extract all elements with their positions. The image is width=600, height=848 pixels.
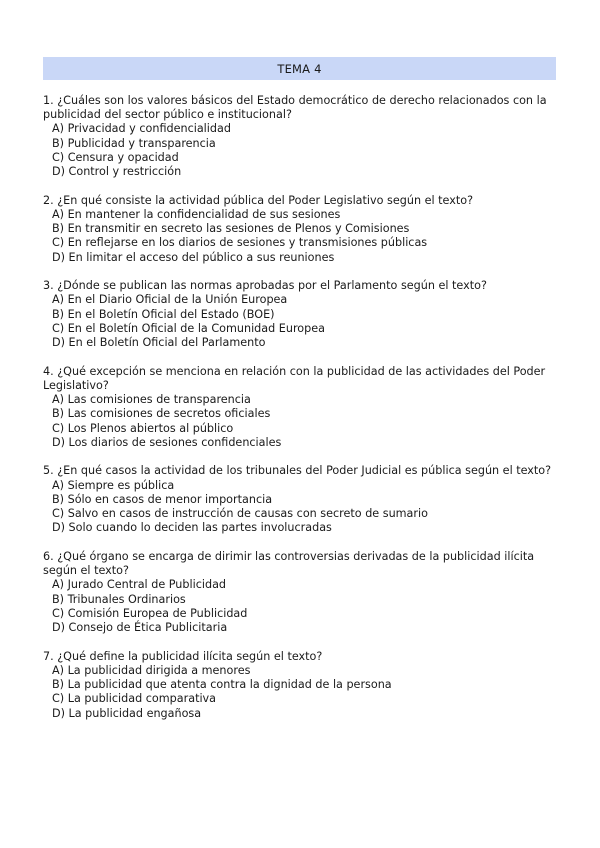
answer-option-a: A) En mantener la confidencialidad de sus sesiones — [52, 207, 341, 221]
question-text: 1. ¿Cuáles son los valores básicos del Estado democrático de derecho relacionados con la publicidad del sector público e institucional? — [43, 94, 547, 122]
answer-option-b: B) Sólo en casos de menor importancia — [52, 492, 273, 506]
answer-options — [43, 578, 557, 635]
answer-option-d: D) Solo cuando lo deciden las partes involucradas — [52, 521, 332, 535]
answer-option-c: C) Comisión Europea de Publicidad — [52, 606, 248, 620]
topic-title: TEMA 4 — [277, 61, 322, 76]
question-text: 3. ¿Dónde se publican las normas aprobadas por el Parlamento según el texto? — [43, 279, 487, 293]
answer-option-a: A) Jurado Central de Publicidad — [52, 578, 227, 592]
question-1 — [43, 94, 557, 179]
answer-option-b: B) Tribunales Ordinarios — [52, 592, 186, 606]
question-7 — [43, 650, 557, 721]
answer-option-c: C) La publicidad comparativa — [52, 692, 217, 706]
answer-option-c: C) Censura y opacidad — [52, 150, 179, 164]
answer-options — [43, 293, 557, 350]
answer-option-a: A) En el Diario Oficial de la Unión Europea — [52, 293, 288, 307]
answer-option-d: D) La publicidad engañosa — [52, 706, 202, 720]
answer-options — [43, 664, 557, 721]
answer-option-c: C) En reflejarse en los diarios de sesiones y transmisiones públicas — [52, 236, 428, 250]
answer-option-b: B) Las comisiones de secretos oficiales — [52, 407, 271, 421]
answer-option-b: B) En transmitir en secreto las sesiones de Plenos y Comisiones — [52, 222, 410, 236]
question-list — [43, 94, 557, 735]
answer-option-a: A) Las comisiones de transparencia — [52, 393, 251, 407]
topic-header — [43, 57, 556, 80]
question-text: 4. ¿Qué excepción se menciona en relación con la publicidad de las actividades del Poder Legislativo? — [43, 364, 546, 392]
answer-option-d: D) En limitar el acceso del público a sus reuniones — [52, 250, 335, 264]
question-text: 6. ¿Qué órgano se encarga de dirimir las controversias derivadas de la publicidad ilícita según el texto? — [43, 549, 535, 578]
answer-option-a: A) La publicidad dirigida a menores — [52, 663, 251, 677]
answer-option-d: D) En el Boletín Oficial del Parlamento — [52, 336, 266, 350]
question-5 — [43, 464, 557, 535]
question-2 — [43, 194, 557, 265]
question-text: 5. ¿En qué casos la actividad de los tribunales del Poder Judicial es pública según el texto? — [43, 464, 552, 478]
question-text: 2. ¿En qué consiste la actividad pública del Poder Legislativo según el texto? — [43, 193, 474, 207]
question-text: 7. ¿Qué define la publicidad ilícita según el texto? — [43, 649, 323, 663]
answer-option-b: B) Publicidad y transparencia — [52, 136, 216, 150]
answer-option-d: D) Control y restricción — [52, 165, 182, 179]
answer-option-c: C) Salvo en casos de instrucción de causas con secreto de sumario — [52, 507, 428, 521]
answer-option-d: D) Los diarios de sesiones confidenciales — [52, 435, 282, 449]
question-4 — [43, 365, 557, 450]
answer-option-d: D) Consejo de Ética Publicitaria — [52, 621, 228, 634]
answer-option-b: B) La publicidad que atenta contra la dignidad de la persona — [52, 678, 392, 692]
answer-option-c: C) Los Plenos abiertos al público — [52, 421, 234, 435]
answer-option-a: A) Siempre es pública — [52, 478, 175, 492]
answer-options — [43, 122, 557, 179]
answer-options — [43, 208, 557, 265]
answer-option-b: B) En el Boletín Oficial del Estado (BOE) — [52, 307, 275, 321]
question-6 — [43, 550, 557, 635]
answer-options — [43, 479, 557, 536]
answer-option-a: A) Privacidad y confidencialidad — [52, 122, 231, 136]
answer-options — [43, 393, 557, 450]
question-3 — [43, 279, 557, 350]
answer-option-c: C) En el Boletín Oficial de la Comunidad Europea — [52, 321, 325, 335]
